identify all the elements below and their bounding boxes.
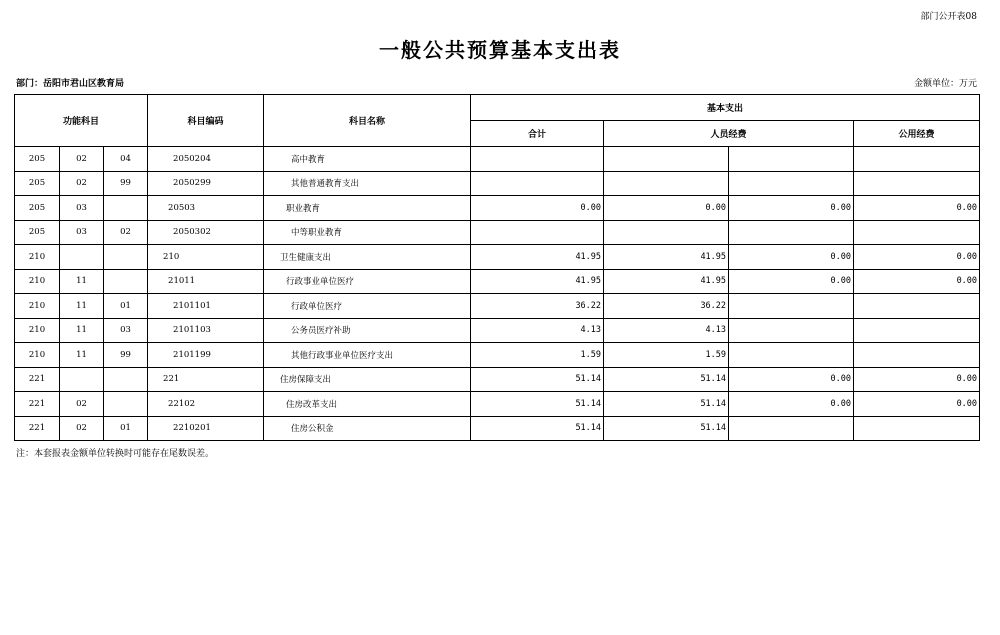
item-code: 11 xyxy=(60,269,104,294)
subject-code-cell: 221 xyxy=(148,367,264,392)
personnel-cell xyxy=(604,171,729,196)
item-code: 02 xyxy=(60,416,104,441)
class-code: 210 xyxy=(15,318,60,343)
class-code: 205 xyxy=(15,171,60,196)
subject-code-cell: 2101199 xyxy=(148,343,264,368)
public-cell: 0.00 xyxy=(854,196,980,221)
subitem-code xyxy=(104,196,148,221)
subitem-code: 02 xyxy=(104,220,148,245)
header-function-subject: 功能科目 xyxy=(15,95,148,147)
personnel-cell: 36.22 xyxy=(604,294,729,319)
item-code: 11 xyxy=(60,318,104,343)
table-row xyxy=(15,416,980,441)
total-cell: 0.00 xyxy=(471,196,604,221)
unit-label: 金额单位：万元 xyxy=(913,79,977,89)
table-row xyxy=(15,171,980,196)
personnel-cell xyxy=(604,220,729,245)
header-basic-expenditure: 基本支出 xyxy=(471,95,980,121)
subject-code-cell: 21011 xyxy=(148,269,264,294)
subject-name-cell: 住房保障支出 xyxy=(264,367,471,392)
subject-name-cell: 中等职业教育 xyxy=(264,220,471,245)
personnel-cell: 51.14 xyxy=(604,367,729,392)
subitem-code xyxy=(104,245,148,270)
class-code: 205 xyxy=(15,220,60,245)
total-cell xyxy=(471,147,604,172)
subject-name-cell: 公务员医疗补助 xyxy=(264,318,471,343)
personnel-extra-cell xyxy=(729,220,854,245)
item-code: 03 xyxy=(60,220,104,245)
personnel-extra-cell: 0.00 xyxy=(729,196,854,221)
subject-name-cell: 其他行政事业单位医疗支出 xyxy=(264,343,471,368)
public-cell: 0.00 xyxy=(854,245,980,270)
total-cell: 51.14 xyxy=(471,416,604,441)
total-cell: 1.59 xyxy=(471,343,604,368)
subject-code-cell: 2210201 xyxy=(148,416,264,441)
personnel-cell xyxy=(604,147,729,172)
subitem-code: 99 xyxy=(104,343,148,368)
personnel-extra-cell xyxy=(729,318,854,343)
public-cell: 0.00 xyxy=(854,367,980,392)
total-cell: 41.95 xyxy=(471,245,604,270)
subject-name-cell: 职业教育 xyxy=(264,196,471,221)
total-cell: 51.14 xyxy=(471,367,604,392)
subitem-code: 04 xyxy=(104,147,148,172)
personnel-extra-cell: 0.00 xyxy=(729,245,854,270)
public-cell xyxy=(854,171,980,196)
table-row xyxy=(15,196,980,221)
public-cell xyxy=(854,416,980,441)
subject-name-cell: 行政单位医疗 xyxy=(264,294,471,319)
item-code: 03 xyxy=(60,196,104,221)
subject-name-cell: 卫生健康支出 xyxy=(264,245,471,270)
public-cell: 0.00 xyxy=(854,392,980,417)
table-row xyxy=(15,245,980,270)
personnel-cell: 1.59 xyxy=(604,343,729,368)
subitem-code xyxy=(104,392,148,417)
total-cell: 4.13 xyxy=(471,318,604,343)
header-public: 公用经费 xyxy=(854,121,980,147)
personnel-cell: 41.95 xyxy=(604,245,729,270)
subject-code-cell: 2050302 xyxy=(148,220,264,245)
total-cell: 51.14 xyxy=(471,392,604,417)
subject-code-cell: 210 xyxy=(148,245,264,270)
subject-code-cell: 20503 xyxy=(148,196,264,221)
page-title: 一般公共预算基本支出表 xyxy=(379,38,621,62)
subject-name-cell: 高中教育 xyxy=(264,147,471,172)
table-row xyxy=(15,392,980,417)
public-cell xyxy=(854,147,980,172)
subject-name-cell: 住房公积金 xyxy=(264,416,471,441)
subitem-code xyxy=(104,367,148,392)
budget-table xyxy=(14,94,980,441)
subject-code-cell: 2101101 xyxy=(148,294,264,319)
table-row xyxy=(15,367,980,392)
total-cell: 41.95 xyxy=(471,269,604,294)
total-cell xyxy=(471,171,604,196)
class-code: 221 xyxy=(15,416,60,441)
personnel-cell: 4.13 xyxy=(604,318,729,343)
personnel-cell: 0.00 xyxy=(604,196,729,221)
personnel-extra-cell xyxy=(729,343,854,368)
subject-name-cell: 其他普通教育支出 xyxy=(264,171,471,196)
total-cell xyxy=(471,220,604,245)
item-code xyxy=(60,245,104,270)
subitem-code xyxy=(104,269,148,294)
total-cell: 36.22 xyxy=(471,294,604,319)
subject-name-cell: 住房改革支出 xyxy=(264,392,471,417)
department-label: 部门：岳阳市君山区教育局 xyxy=(16,79,125,89)
public-cell xyxy=(854,318,980,343)
class-code: 210 xyxy=(15,343,60,368)
table-row xyxy=(15,294,980,319)
class-code: 210 xyxy=(15,269,60,294)
subitem-code: 03 xyxy=(104,318,148,343)
page-code: 部门公开表08 xyxy=(920,12,977,22)
table-row xyxy=(15,220,980,245)
item-code: 11 xyxy=(60,343,104,368)
public-cell: 0.00 xyxy=(854,269,980,294)
class-code: 221 xyxy=(15,392,60,417)
subitem-code: 99 xyxy=(104,171,148,196)
personnel-cell: 51.14 xyxy=(604,416,729,441)
personnel-extra-cell xyxy=(729,147,854,172)
personnel-extra-cell xyxy=(729,171,854,196)
header-subject-code: 科目编码 xyxy=(148,95,264,147)
table-row xyxy=(15,147,980,172)
personnel-cell: 41.95 xyxy=(604,269,729,294)
class-code: 205 xyxy=(15,147,60,172)
personnel-extra-cell xyxy=(729,416,854,441)
item-code: 02 xyxy=(60,171,104,196)
personnel-extra-cell: 0.00 xyxy=(729,392,854,417)
class-code: 210 xyxy=(15,294,60,319)
table-row xyxy=(15,318,980,343)
footnote: 注：本套报表金额单位转换时可能存在尾数误差。 xyxy=(16,449,215,459)
subitem-code: 01 xyxy=(104,416,148,441)
header-subject-name: 科目名称 xyxy=(264,95,471,147)
subject-code-cell: 2050299 xyxy=(148,171,264,196)
subject-code-cell: 22102 xyxy=(148,392,264,417)
table-row xyxy=(15,343,980,368)
header-total: 合计 xyxy=(471,121,604,147)
class-code: 221 xyxy=(15,367,60,392)
item-code: 11 xyxy=(60,294,104,319)
class-code: 210 xyxy=(15,245,60,270)
item-code xyxy=(60,367,104,392)
personnel-extra-cell: 0.00 xyxy=(729,367,854,392)
public-cell xyxy=(854,294,980,319)
class-code: 205 xyxy=(15,196,60,221)
subject-name-cell: 行政事业单位医疗 xyxy=(264,269,471,294)
header-personnel: 人员经费 xyxy=(604,121,854,147)
personnel-extra-cell xyxy=(729,294,854,319)
subject-code-cell: 2101103 xyxy=(148,318,264,343)
public-cell xyxy=(854,220,980,245)
item-code: 02 xyxy=(60,392,104,417)
subitem-code: 01 xyxy=(104,294,148,319)
item-code: 02 xyxy=(60,147,104,172)
public-cell xyxy=(854,343,980,368)
subject-code-cell: 2050204 xyxy=(148,147,264,172)
table-row xyxy=(15,269,980,294)
personnel-extra-cell: 0.00 xyxy=(729,269,854,294)
personnel-cell: 51.14 xyxy=(604,392,729,417)
